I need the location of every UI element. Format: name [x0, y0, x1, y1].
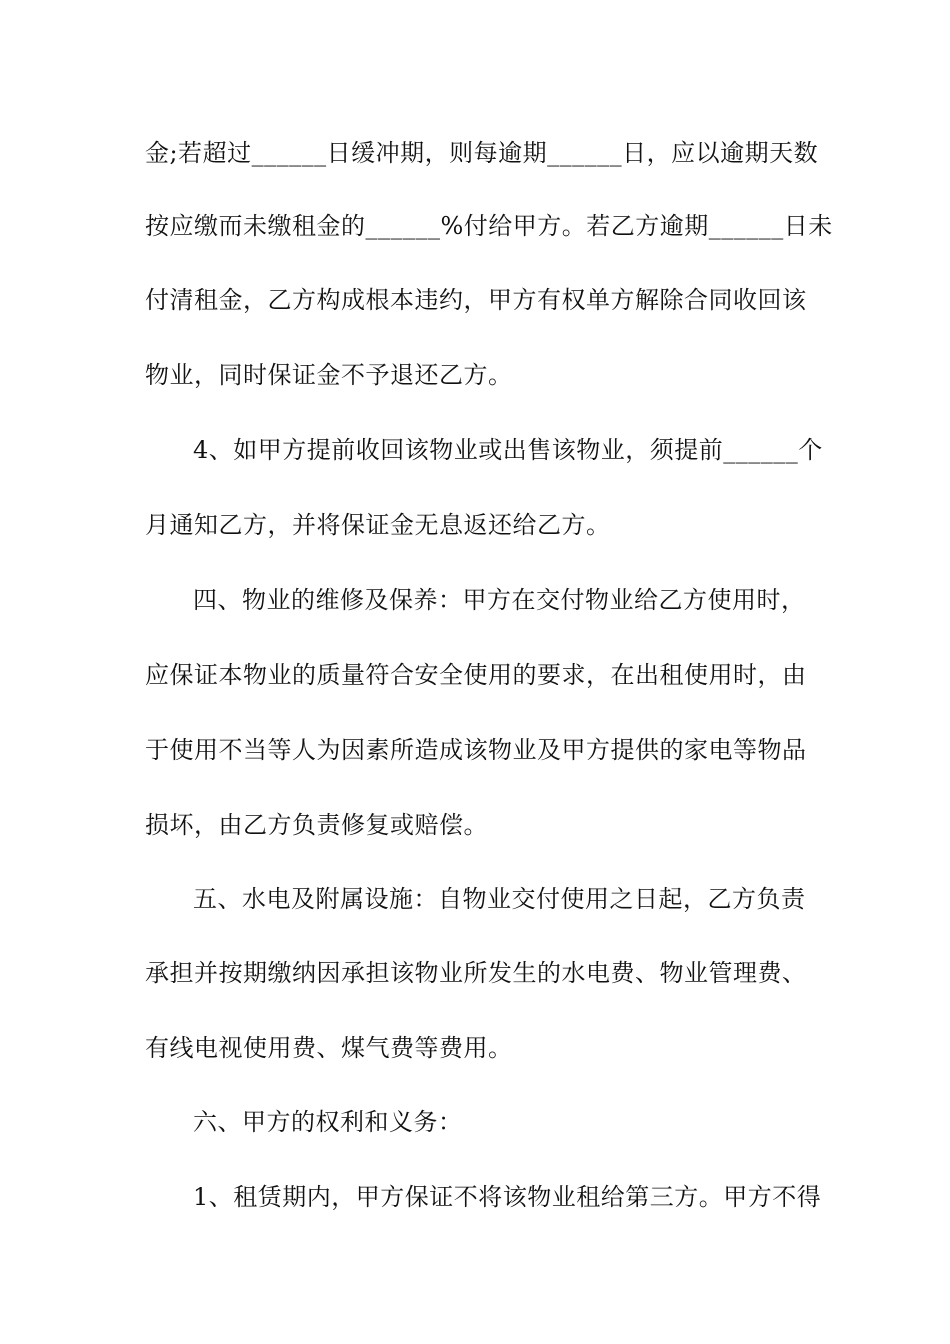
body-text-line: 损坏，由乙方负责修复或赔偿。 [145, 811, 488, 839]
section-heading-line: 六、甲方的权利和义务： [193, 1108, 463, 1136]
paragraph-first-line: 4、如甲方提前收回该物业或出售该物业，须提前______个 [193, 436, 823, 464]
body-text-line: 物业，同时保证金不予退还乙方。 [145, 361, 513, 389]
section-heading-line: 四、物业的维修及保养：甲方在交付物业给乙方使用时， [193, 586, 806, 614]
body-text-line: 承担并按期缴纳因承担该物业所发生的水电费、物业管理费、 [145, 959, 807, 987]
body-text-line: 月通知乙方，并将保证金无息返还给乙方。 [145, 511, 611, 539]
body-text-line: 金;若超过______日缓冲期，则每逾期______日，应以逾期天数 [145, 139, 819, 167]
body-text-line: 按应缴而未缴租金的______%付给甲方。若乙方逾期______日未 [145, 212, 833, 240]
body-text-line: 应保证本物业的质量符合安全使用的要求，在出租使用时，由 [145, 661, 807, 689]
body-text-line: 有线电视使用费、煤气费等费用。 [145, 1034, 513, 1062]
body-text-line: 于使用不当等人为因素所造成该物业及甲方提供的家电等物品 [145, 736, 807, 764]
section-heading-line: 五、水电及附属设施：自物业交付使用之日起，乙方负责 [193, 885, 806, 913]
paragraph-first-line: 1、租赁期内，甲方保证不将该物业租给第三方。甲方不得 [193, 1183, 822, 1211]
body-text-line: 付清租金，乙方构成根本违约，甲方有权单方解除合同收回该 [145, 286, 807, 314]
